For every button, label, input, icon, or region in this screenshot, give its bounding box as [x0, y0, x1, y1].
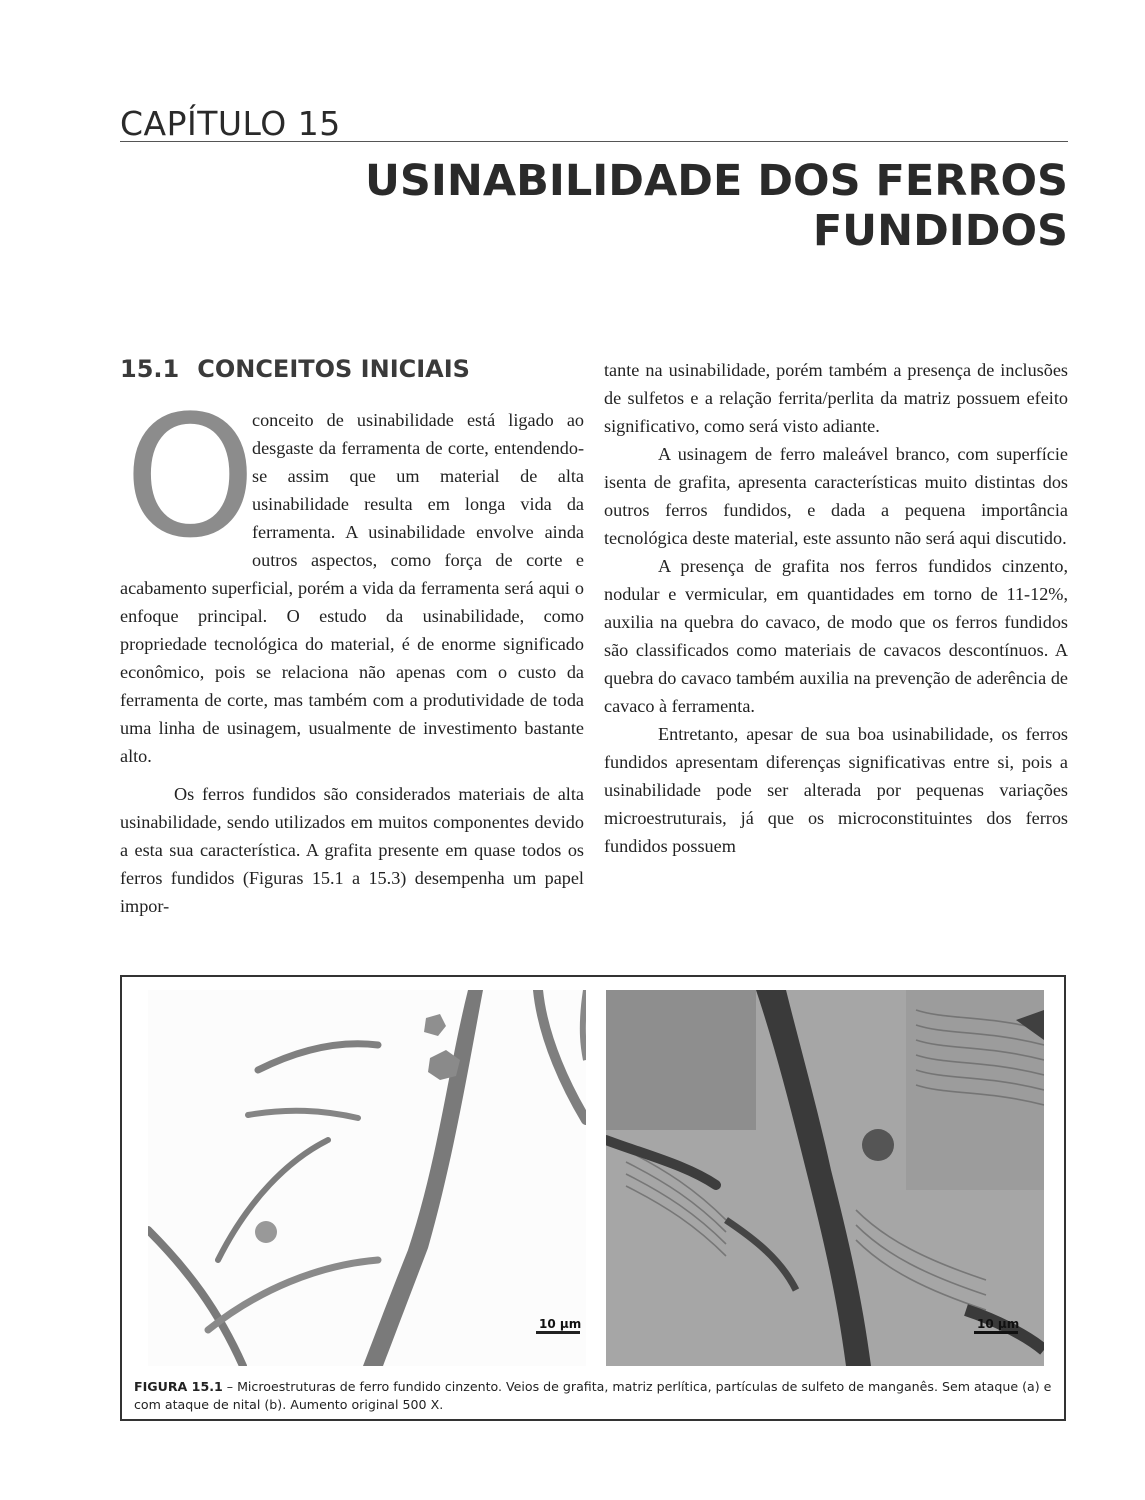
figure-15-1 — [120, 975, 1066, 1421]
left-column — [120, 379, 584, 920]
drop-cap: O — [124, 379, 257, 575]
right-paragraph-3: A presença de grafita nos ferros fundidos cinzento, nodular e vermicular, em quantidades em torno de 11-12%, auxilia na quebra do cavaco, de modo que os ferros fundidos são classificados como materiais de cavacos descontínuos. A quebra do cavaco também auxilia na prevenção de aderência de cavaco à ferramenta. — [604, 556, 1068, 716]
micrograph-b-image — [606, 990, 1044, 1366]
left-paragraph-1-text: conceito de usinabilidade está ligado ao desgaste da ferramenta de corte, entendendo-se assim que um material de alta usinabilidade resulta em longa vida da ferramenta. A usinabilidade envolve ainda outros aspectos, como força de corte e acabamento superficial, porém a vida da ferramenta será aqui o enfoque principal. O estudo da usinabilidade, como propriedade tecnológica do material, é de enorme significado econômico, pois se relaciona não apenas com o custo da ferramenta de corte, mas também com a produtividade de toda uma linha de usinagem, usualmente de investimento bastante alto. — [120, 410, 584, 766]
right-paragraph-2: A usinagem de ferro maleável branco, com superfície isenta de grafita, apresenta características muito distintas dos outros ferros fundidos, e dada a pequena importância tecnológica deste material, este assunto não será aqui discutido. — [604, 444, 1068, 548]
section-number: 15.1 — [120, 355, 180, 383]
chapter-label: CAPÍTULO 15 — [120, 104, 341, 143]
section-title: CONCEITOS INICIAIS — [197, 355, 470, 383]
figure-caption — [134, 1378, 1056, 1414]
caption-text: – Microestruturas de ferro fundido cinzento. Veios de grafita, matriz perlítica, partículas de sulfeto de manganês. Sem ataque (a) e com ataque de nital (b). Aumento original 500 X. — [134, 1379, 1052, 1412]
micrograph-a-image — [148, 990, 586, 1366]
micrograph-b — [606, 990, 1044, 1366]
chapter-rule — [120, 141, 1068, 142]
scale-bar-b: 10 µm — [977, 1317, 1020, 1331]
left-paragraph-1 — [120, 379, 584, 770]
right-paragraph-1: tante na usinabilidade, porém também a presença de inclusões de sulfetos e a relação ferrita/perlita da matriz possuem efeito significativo, como será visto adiante. — [604, 360, 1068, 436]
right-paragraph-4: Entretanto, apesar de sua boa usinabilidade, os ferros fundidos apresentam diferenças significativas entre si, pois a usinabilidade pode ser alterada por pequenas variações microestruturais, já que os microconstituintes dos ferros fundidos possuem — [604, 724, 1068, 856]
micrograph-a — [148, 990, 586, 1366]
right-column — [604, 356, 1068, 860]
scale-bar-a: 10 µm — [539, 1317, 582, 1331]
chapter-title: USINABILIDADE DOS FERROS FUNDIDOS — [364, 156, 1068, 256]
left-paragraph-2: Os ferros fundidos são considerados materiais de alta usinabilidade, sendo utilizados em muitos componentes devido a esta sua característica. A grafita presente em quase todos os ferros fundidos (Figuras 15.1 a 15.3) desempenha um papel impor- — [120, 784, 584, 916]
caption-label: FIGURA 15.1 — [134, 1379, 223, 1394]
